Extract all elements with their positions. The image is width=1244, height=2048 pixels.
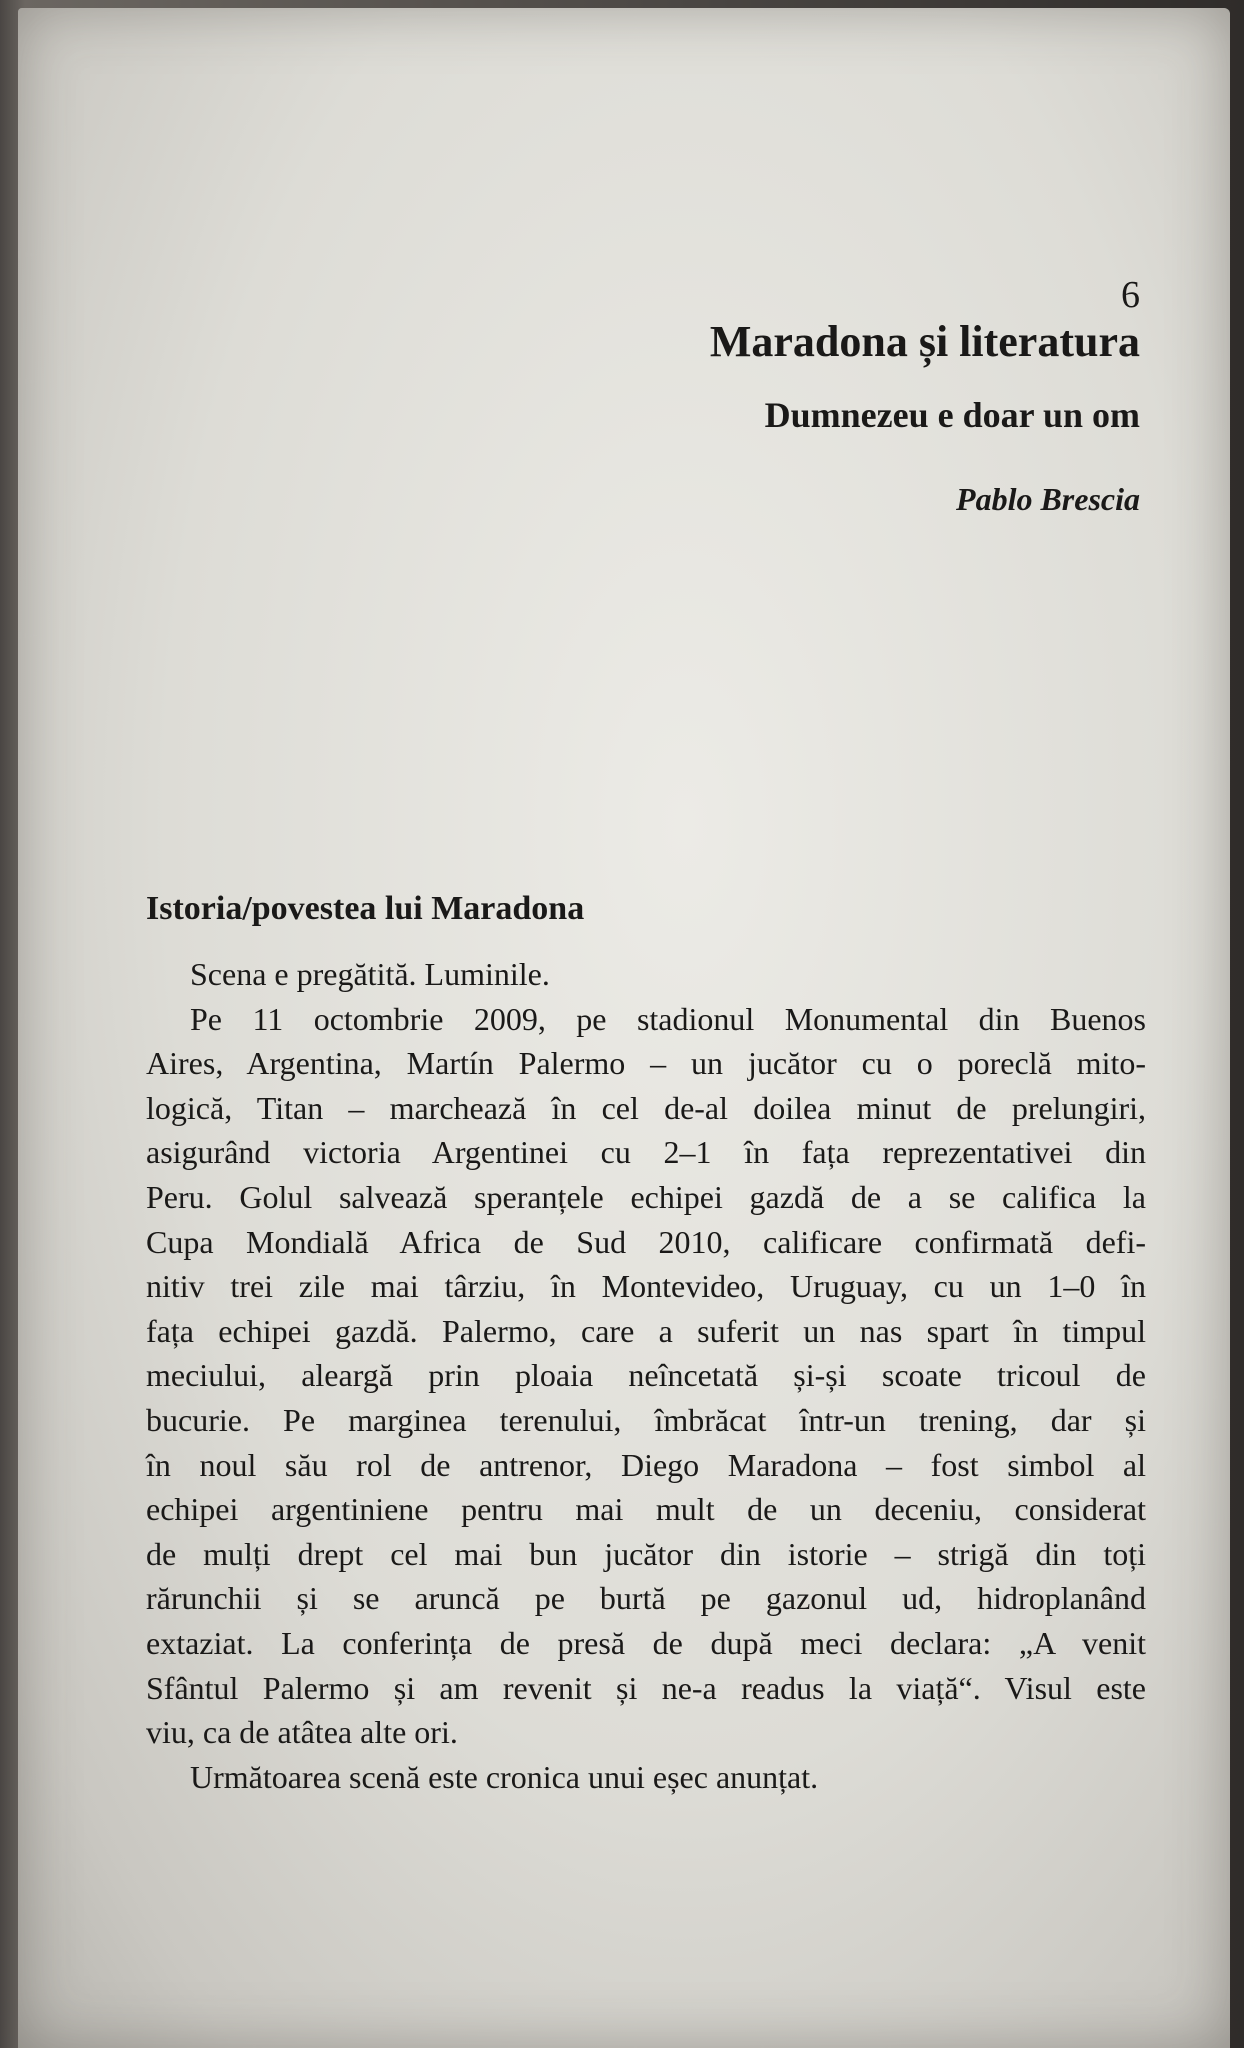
paragraph-line: de mulți drept cel mai bun jucător din istorie – strigă din toți	[146, 1535, 1146, 1572]
paragraph-line: Cupa Mondială Africa de Sud 2010, calificare confirmată defi-	[146, 1223, 1146, 1260]
paragraph-line: nitiv trei zile mai târziu, în Montevideo, Uruguay, cu un 1–0 în	[146, 1268, 1146, 1305]
paragraph-line: Următoarea scenă este cronica unui eșec anunțat.	[190, 1758, 819, 1795]
section-heading: Istoria/povestea lui Maradona	[146, 890, 585, 927]
paragraph-line: asigurând victoria Argentinei cu 2–1 în fața reprezentativei din	[146, 1134, 1146, 1171]
paragraph-line: logică, Titan – marchează în cel de-al doilea minut de prelungiri,	[146, 1089, 1146, 1126]
paragraph-line: extaziat. La conferința de presă de după meci declara: „A venit	[146, 1624, 1146, 1661]
chapter-author: Pablo Brescia	[956, 481, 1140, 517]
chapter-subtitle: Dumnezeu e doar un om	[764, 395, 1140, 435]
paragraph-line: Aires, Argentina, Martín Palermo – un jucător cu o poreclă mito-	[146, 1045, 1146, 1082]
paragraph-line: Pe 11 octombrie 2009, pe stadionul Monumental din Buenos	[190, 1000, 1146, 1037]
paragraph-line: fața echipei gazdă. Palermo, care a suferit un nas spart în timpul	[146, 1312, 1146, 1349]
paragraph-line: Scena e pregătită. Luminile.	[190, 956, 550, 992]
chapter-title: Maradona și literatura	[709, 317, 1140, 366]
paragraph-line: echipei argentiniene pentru mai mult de un deceniu, considerat	[146, 1491, 1146, 1528]
paragraph-line: Sfântul Palermo și am revenit și ne-a readus la viață“. Visul este	[146, 1669, 1146, 1706]
chapter-number: 6	[1121, 274, 1140, 316]
page-content	[146, 8, 1146, 2048]
paragraph-line: bucurie. Pe marginea terenului, îmbrăcat într-un trening, dar și	[146, 1401, 1146, 1438]
paragraph-line: în noul său rol de antrenor, Diego Maradona – fost simbol al	[146, 1446, 1146, 1483]
book-page	[18, 8, 1230, 2048]
paragraph-line: Peru. Golul salvează speranțele echipei gazdă de a se califica la	[146, 1178, 1146, 1215]
paragraph-line: rărunchii și se aruncă pe burtă pe gazonul ud, hidroplanând	[146, 1580, 1146, 1617]
paragraph-line: meciului, aleargă prin ploaia neîncetată și-și scoate tricoul de	[146, 1357, 1146, 1394]
paragraph-line: viu, ca de atâtea alte ori.	[146, 1714, 458, 1751]
body-text	[146, 952, 1146, 1799]
